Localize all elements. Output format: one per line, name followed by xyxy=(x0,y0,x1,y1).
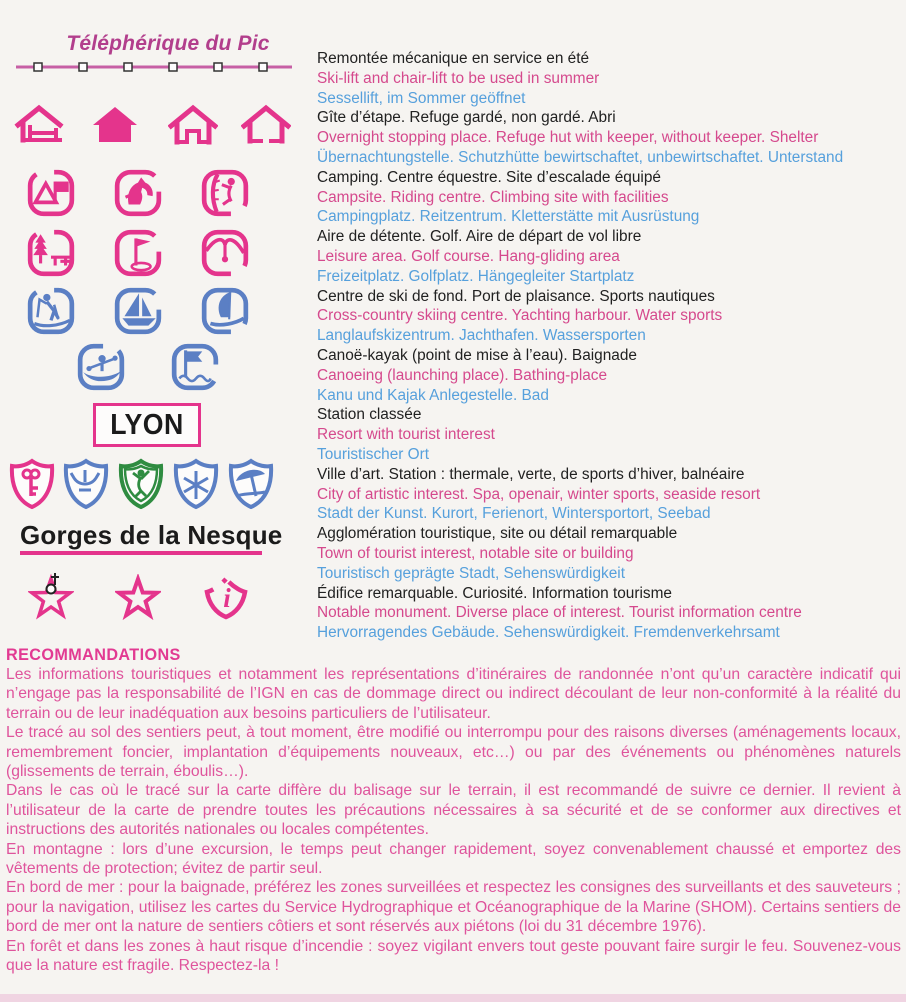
cableway-label: Téléphérique du Pic xyxy=(66,32,270,55)
centre-equestre-icon xyxy=(113,168,163,218)
legend-text-group xyxy=(317,227,903,286)
legend-line-en: Resort with tourist interest xyxy=(317,426,495,444)
legend-line-fr: Aire de détente. Golf. Aire de départ de vol libre xyxy=(317,228,642,246)
legend-text-group xyxy=(317,584,903,643)
legend-line-de: Hervorragendes Gebäude. Sehenswürdigkeit. Fremdenverkehrsamt xyxy=(317,624,780,642)
legend-line-en: Leisure area. Golf course. Hang-gliding area xyxy=(317,247,620,265)
recommendations-paragraph: En forêt et dans les zones à haut risque d’incendie : soyez vigilant envers tout geste pouvant faire surgir le feu. Souvenez-vous que la nature est fragile. Respectez-la ! xyxy=(6,937,901,975)
baignade-icon xyxy=(170,342,220,392)
sports-hiver-icon xyxy=(172,458,220,510)
port-plaisance-icon xyxy=(113,286,163,336)
legend-text-group xyxy=(317,49,903,108)
legend-line-fr: Édifice remarquable. Curiosité. Information tourisme xyxy=(317,584,672,602)
recommendations-paragraph: En bord de mer : pour la baignade, préférez les zones surveillées et respectez les consignes des surveillants et des sauveteurs ; pour la navigation, utilisez les cartes du Service Hydrographique et Océanographique de la Marine (SHOM). Certains sentiers de bord de mer ont la nature de sentiers côtiers et sont réservés aux piétons (loi du 31 décembre 1976). xyxy=(6,879,901,936)
legend-line-fr: Ville d’art. Station : thermale, verte, de sports d’hiver, balnéaire xyxy=(317,465,745,483)
ski-fond-icon xyxy=(26,286,76,336)
camping-icon xyxy=(26,168,76,218)
legend-line-en: Canoeing (launching place). Bathing-place xyxy=(317,366,608,384)
station-balneaire-icon xyxy=(227,458,275,510)
station-verte-icon xyxy=(117,458,165,510)
edifice-remarquable-icon xyxy=(28,572,74,620)
site-name-label: Gorges de la Nesque xyxy=(20,520,283,550)
legend-text-group xyxy=(317,108,903,167)
legend-line-fr: Canoë-kayak (point de mise à l’eau). Baignade xyxy=(317,346,637,364)
legend-line-en: City of artistic interest. Spa, openair, winter sports, seaside resort xyxy=(317,485,761,503)
legend-line-de: Freizeitplatz. Golfplatz. Hängegleiter Startplatz xyxy=(317,267,635,285)
station-classee-sample xyxy=(93,403,201,447)
recommendations-paragraph: Dans le cas où le tracé sur la carte diffère du balisage sur le terrain, il est recommandé de suivre ce dernier. Il revient à l’utilisateur de la carte de prendre toutes les précautions nécessaires à sa sécurité et de se conformer aux directives et instructions des autorités nationales ou locales compétentes. xyxy=(6,782,901,839)
legend-line-fr: Gîte d’étape. Refuge gardé, non gardé. Abri xyxy=(317,109,616,127)
legend-text-column xyxy=(317,49,903,643)
legend-text-group xyxy=(317,168,903,227)
legend-text-group xyxy=(317,346,903,405)
legend-line-en: Notable monument. Diverse place of interest. Tourist information centre xyxy=(317,604,802,622)
legend-line-de: Touristischer Ort xyxy=(317,445,430,463)
legend-line-fr: Agglomération touristique, site ou détail remarquable xyxy=(317,525,678,543)
legend-line-de: Stadt der Kunst. Kurort, Ferienort, Wintersportort, Seebad xyxy=(317,505,711,523)
legend-line-de: Kanu und Kajak Anlegestelle. Bad xyxy=(317,386,549,404)
aire-detente-icon xyxy=(26,228,76,278)
station-thermale-icon xyxy=(62,458,110,510)
recommendations-paragraph: Les informations touristiques et notamment les représentations d’itinéraires de randonnée n’ont qu’un caractère indicatif qui n’engage pas la responsabilité de l’IGN en cas de dommage direct ou indirect découlant de leur non-conformité à la réalité du terrain ou de leur inadéquation aux besoins particuliers de l’utilisateur. xyxy=(6,666,901,722)
legend-line-fr: Remontée mécanique en service en été xyxy=(317,50,590,67)
site-underline xyxy=(20,551,262,555)
information-tourisme-icon xyxy=(202,574,250,622)
recommendations-paragraph: Le tracé au sol des sentiers peut, à tout moment, être modifié ou interrompu pour des raisons diverses (aménagements locaux, remembrement foncier, implantation d’équipements nouveaux, etc…) ou par des événements ou phénomènes naturels (glissements de terrain, éboulis…). xyxy=(6,724,901,781)
legend-line-en: Overnight stopping place. Refuge hut with keeper, without keeper. Shelter xyxy=(317,129,819,147)
golf-icon xyxy=(113,228,163,278)
curiosite-icon xyxy=(115,574,161,620)
legend-line-de: Campingplatz. Reitzentrum. Kletterstätte mit Ausrüstung xyxy=(317,208,700,226)
legend-line-en: Campsite. Riding centre. Climbing site with facilities xyxy=(317,188,669,206)
legend-line-de: Langlaufskizentrum. Jachthafen. Wassersporten xyxy=(317,327,646,345)
gite-etape-icon xyxy=(14,104,64,146)
refuge-garde-icon xyxy=(90,104,140,146)
legend-line-en: Cross-country skiing centre. Yachting harbour. Water sports xyxy=(317,307,723,325)
svg-text:i: i xyxy=(223,583,231,613)
abri-icon xyxy=(241,104,291,146)
legend-line-en: Ski-lift and chair-lift to be used in summer xyxy=(317,69,600,87)
legend-line-de: Übernachtungstelle. Schutzhütte bewirtschaftet, unbewirtschaftet. Unterstand xyxy=(317,148,844,166)
recommendations-paragraph: En montagne : lors d’une excursion, le temps peut changer rapidement, soyez convenablement chaussé et emportez des vêtements de protection; évitez de partir seul. xyxy=(6,840,901,878)
page-edge-strip xyxy=(0,994,906,1002)
legend-text-group xyxy=(317,465,903,524)
legend-text-group xyxy=(317,405,903,464)
recommendations-section xyxy=(6,645,901,976)
legend-line-de: Touristisch geprägte Stadt, Sehenswürdigkeit xyxy=(317,564,625,582)
escalade-icon xyxy=(200,168,250,218)
legend-text-group xyxy=(317,524,903,583)
legend-text-group xyxy=(317,287,903,346)
city-name-label: LYON xyxy=(110,408,184,441)
legend-line-en: Town of tourist interest, notable site or building xyxy=(317,544,634,562)
recommendations-title: RECOMMANDATIONS xyxy=(6,646,181,664)
cableway-line-icon xyxy=(16,60,292,74)
canoe-kayak-icon xyxy=(76,342,126,392)
ville-art-icon xyxy=(8,458,56,510)
refuge-non-garde-icon xyxy=(168,104,218,146)
legend-line-fr: Centre de ski de fond. Port de plaisance. Sports nautiques xyxy=(317,287,715,305)
legend-line-de: Sessellift, im Sommer geöffnet xyxy=(317,89,526,107)
sports-nautiques-icon xyxy=(200,286,250,336)
legend-line-fr: Station classée xyxy=(317,406,422,424)
legend-line-fr: Camping. Centre équestre. Site d’escalade équipé xyxy=(317,168,661,186)
vol-libre-icon xyxy=(200,228,250,278)
